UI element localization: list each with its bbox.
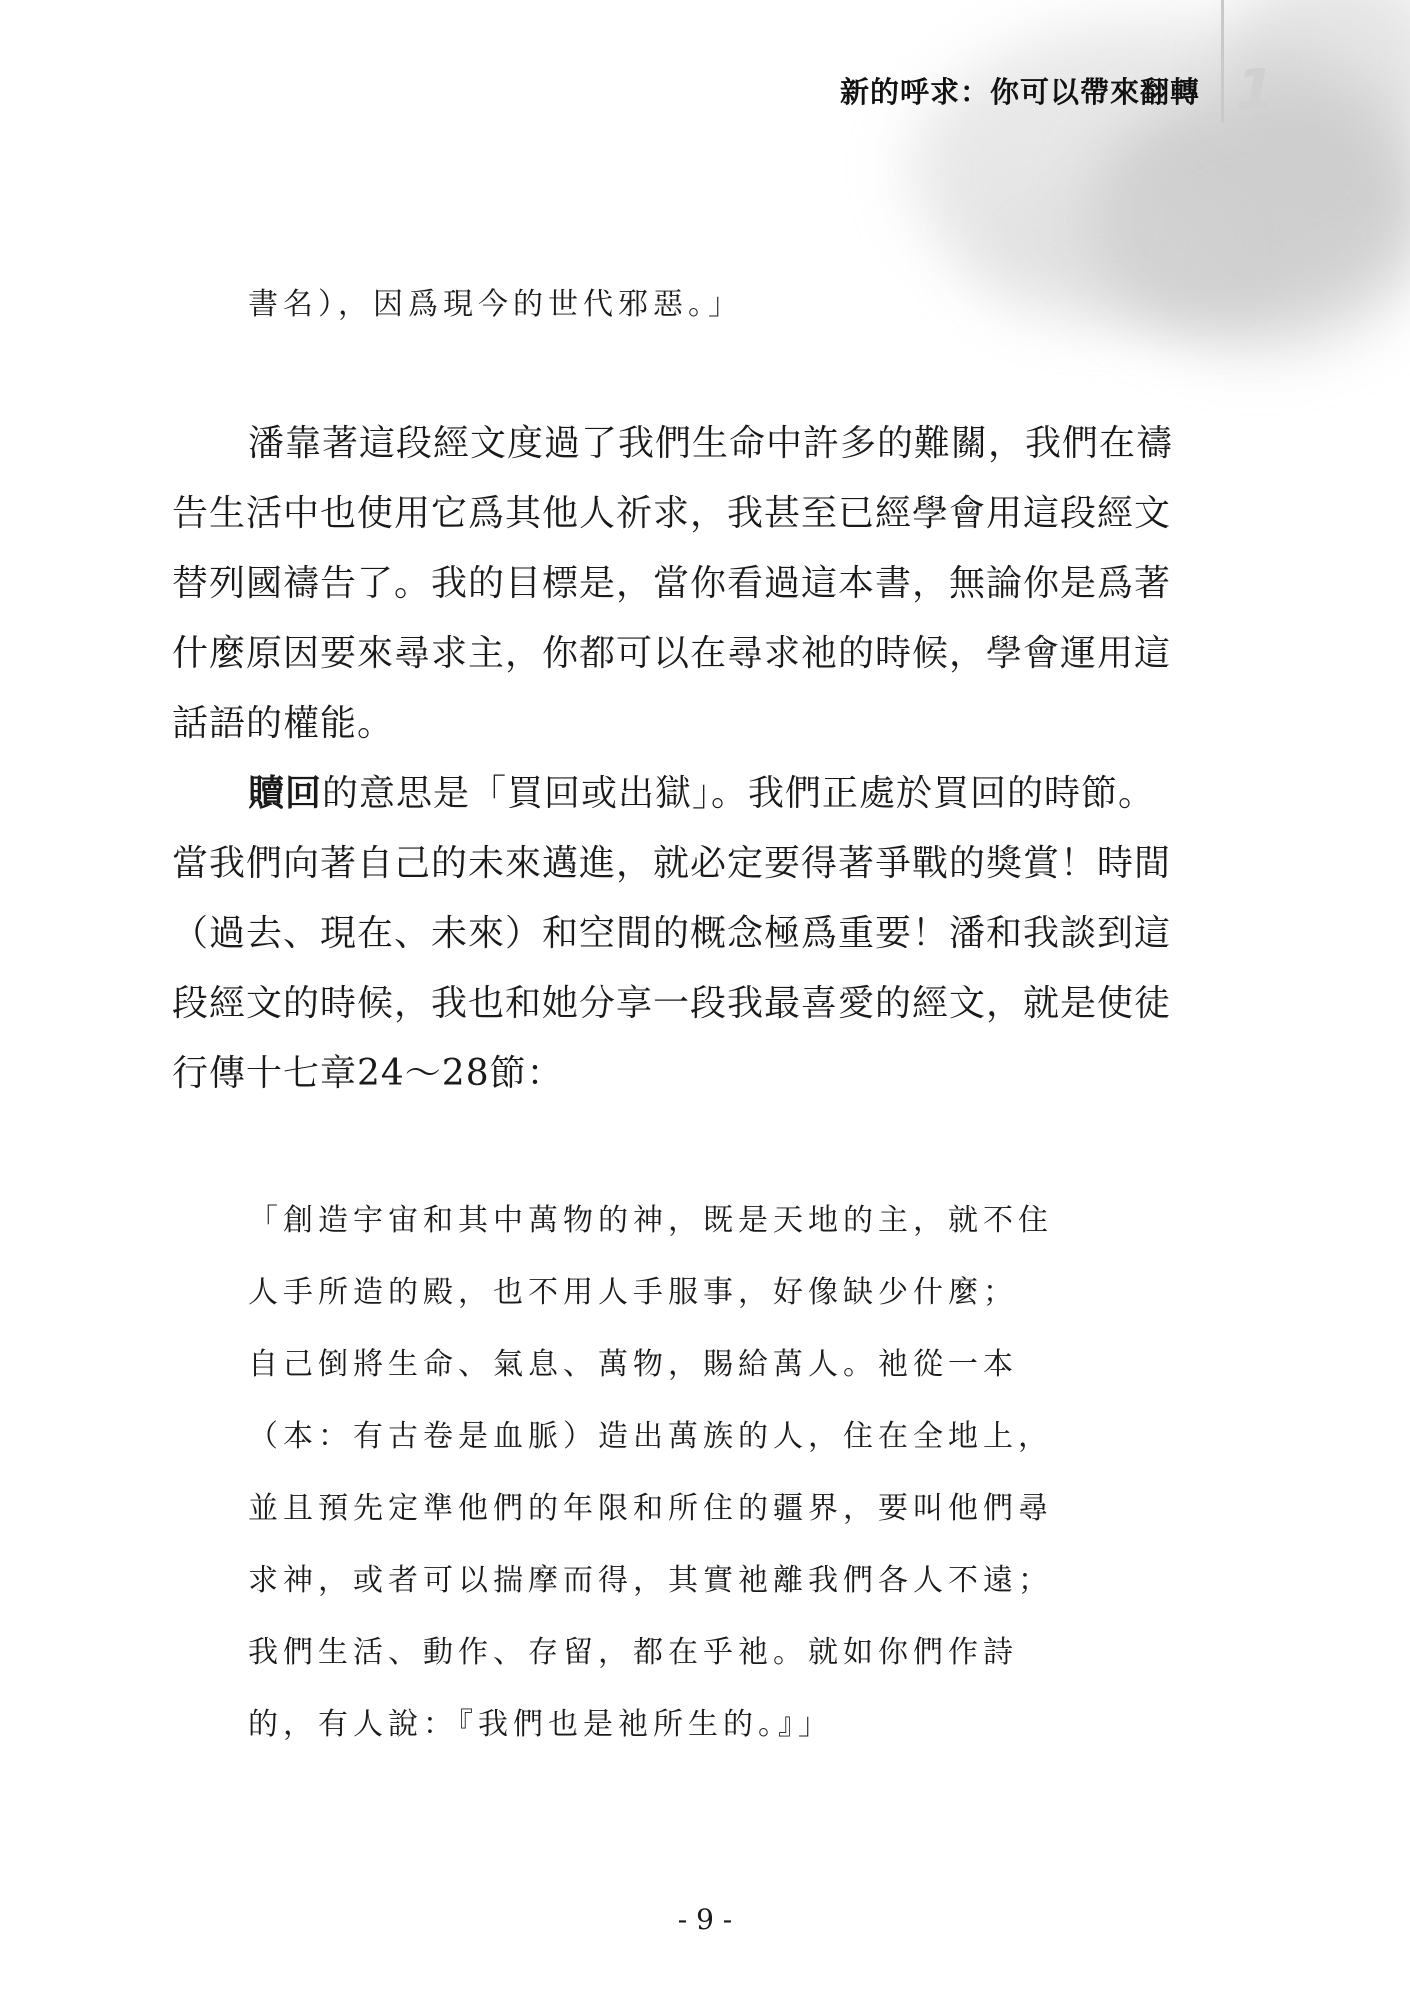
chapter-number: 1	[1236, 58, 1275, 123]
paragraph-2-line: 當我們向著自己的未來邁進，就必定要得著爭戰的獎賞！時間	[172, 843, 1172, 884]
scripture-quote-line: 求神，或者可以揣摩而得，其實祂離我們各人不遠；	[248, 1563, 1053, 1598]
scripture-quote-line: 並且預先定準他們的年限和所住的疆界，要叫他們尋	[248, 1491, 1053, 1526]
paragraph-2-line: 段經文的時候，我也和她分享一段我最喜愛的經文，就是使徒	[172, 983, 1172, 1024]
header-divider	[1221, 0, 1224, 122]
paragraph-1-line: 什麼原因要來尋求主，你都可以在尋求祂的時候，學會運用這	[172, 633, 1172, 674]
defined-term: 贖回	[248, 773, 323, 814]
scripture-quote-line: 自己倒將生命、氣息、萬物，賜給萬人。祂從一本	[248, 1347, 1018, 1382]
paragraph-1-line: 話語的權能。	[172, 703, 395, 744]
scripture-quote-line: 人手所造的殿，也不用人手服事，好像缺少什麼；	[248, 1275, 1018, 1310]
paragraph-1-line: 替列國禱告了。我的目標是，當你看過這本書，無論你是爲著	[172, 563, 1172, 604]
running-title: 新的呼求：你可以帶來翻轉	[839, 75, 1200, 109]
paragraph-2-first-line	[248, 772, 1155, 816]
scripture-quote-line: 「創造宇宙和其中萬物的神，既是天地的主，就不住	[248, 1203, 1053, 1238]
paragraph-1-line: 告生活中也使用它爲其他人祈求，我甚至已經學會用這段經文	[172, 493, 1172, 534]
paragraph-2-first-line-text: 的意思是「買回或出獄」。我們正處於買回的時節。	[322, 773, 1156, 814]
page-number: - 9 -	[677, 1903, 733, 1936]
scripture-quote-line: 的，有人說：『我們也是祂所生的。』」	[248, 1707, 833, 1742]
scripture-quote-line: 我們生活、動作、存留，都在乎祂。就如你們作詩	[248, 1635, 1018, 1670]
cloud-decoration	[850, 0, 1410, 380]
paragraph-2-line: 行傳十七章24～28節：	[172, 1053, 564, 1094]
paragraph-1-line: 潘靠著這段經文度過了我們生命中許多的難關，我們在禱	[248, 423, 1174, 464]
paragraph-2-line: （過去、現在、未來）和空間的概念極爲重要！潘和我談到這	[172, 913, 1172, 954]
quote-tail-line: 書名），因爲現今的世代邪惡。」	[248, 287, 743, 322]
scripture-quote-line: （本：有古卷是血脈）造出萬族的人，住在全地上，	[248, 1419, 1053, 1454]
